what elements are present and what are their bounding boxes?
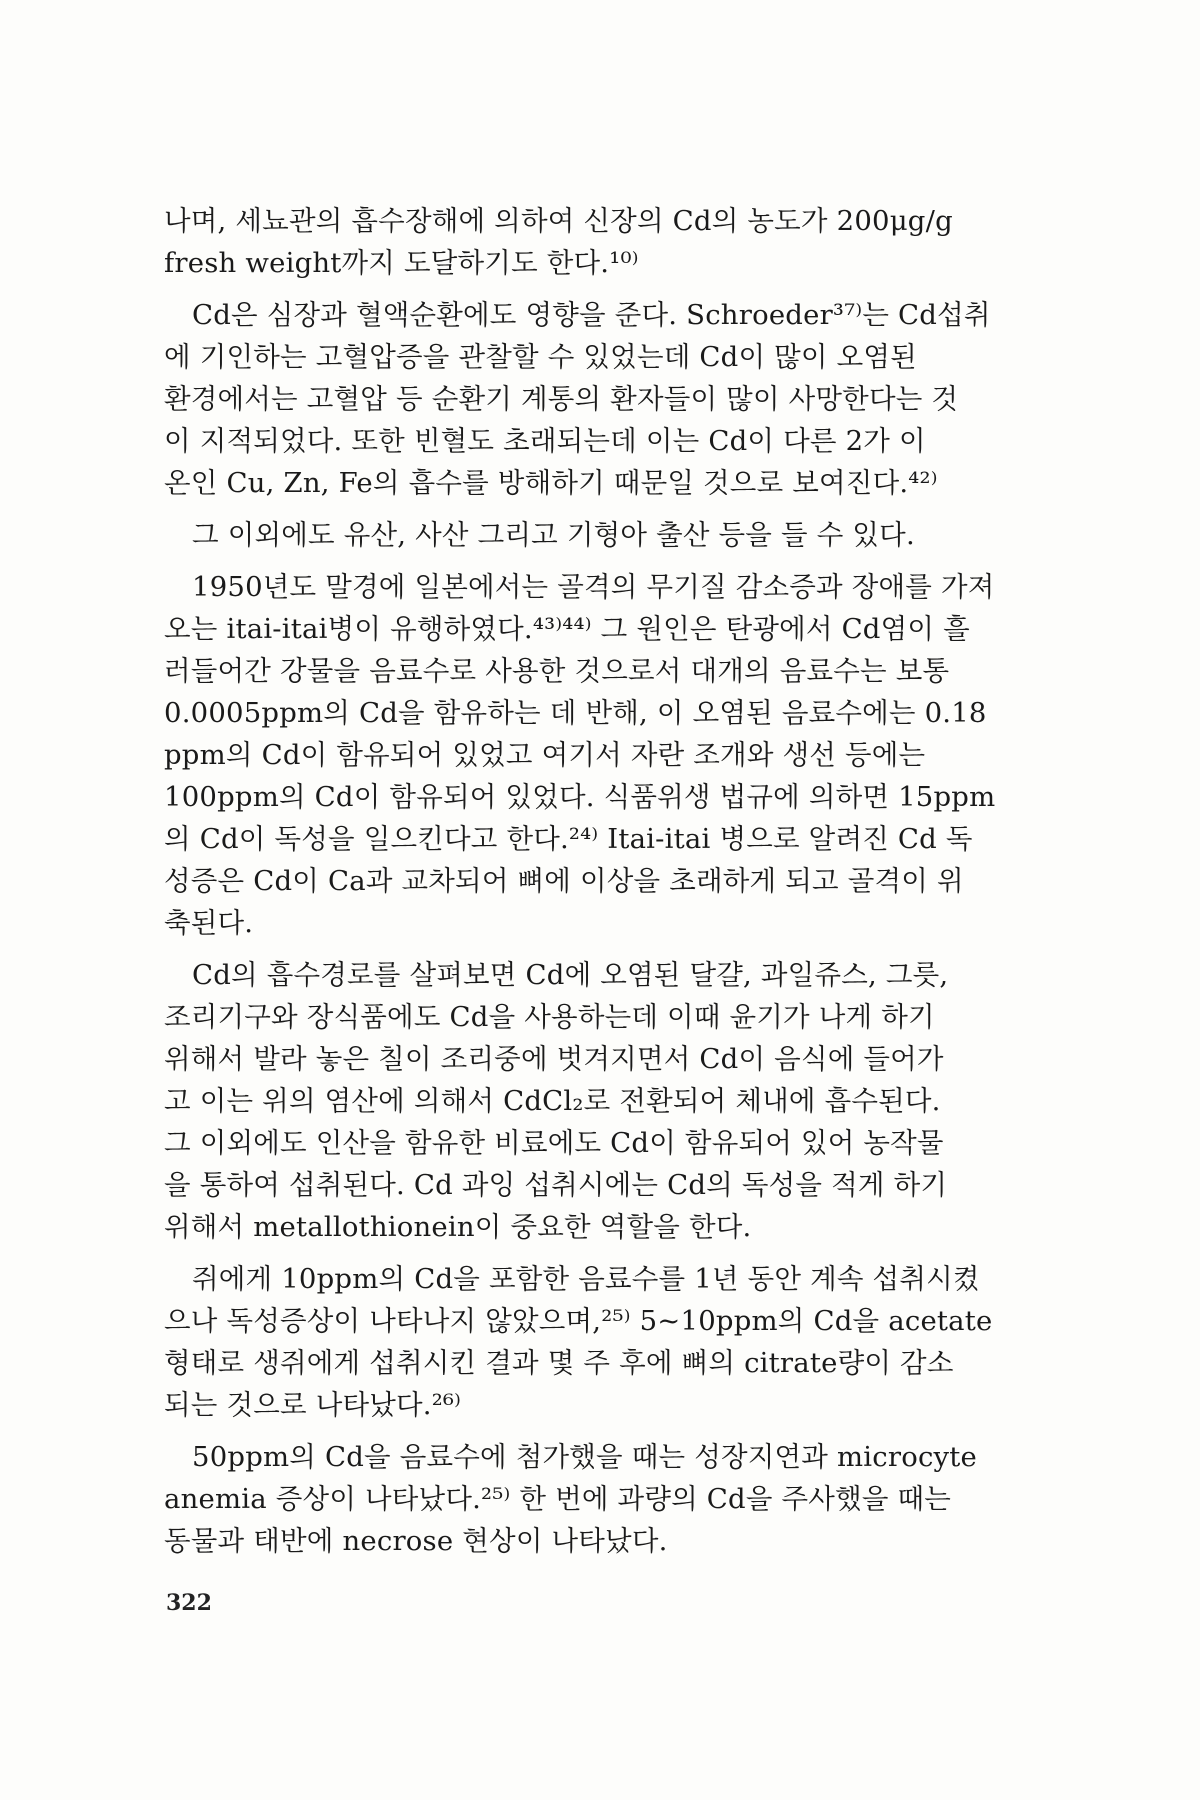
paragraph-5 [164, 954, 1064, 1248]
text-line: 러들어간 강물을 음료수로 사용한 것으로서 대개의 음료수는 보통 [164, 655, 950, 687]
text-line: 나며, 세뇨관의 흡수장해에 의하여 신장의 Cd의 농도가 200μg/g [164, 205, 953, 237]
paragraph-3 [164, 514, 1064, 556]
text-line: 고 이는 위의 염산에 의해서 CdCl₂로 전환되어 체내에 흡수된다. [164, 1085, 941, 1117]
page-number: 322 [166, 1590, 212, 1616]
paragraph-7 [164, 1436, 1064, 1562]
paragraph-4 [164, 566, 1064, 944]
text-line: 위해서 metallothionein이 중요한 역할을 한다. [164, 1211, 752, 1243]
text-line: 온인 Cu, Zn, Fe의 흡수를 방해하기 때문일 것으로 보여진다.⁴²⁾ [164, 467, 938, 499]
text-line: 50ppm의 Cd을 음료수에 첨가했을 때는 성장지연과 microcyte [192, 1441, 978, 1473]
text-line: 의 Cd이 독성을 일으킨다고 한다.²⁴⁾ Itai-itai 병으로 알려진 Cd 독 [164, 823, 973, 855]
text-line: Cd의 흡수경로를 살펴보면 Cd에 오염된 달걀, 과일쥬스, 그릇, [192, 959, 949, 991]
text-line: 그 이외에도 인산을 함유한 비료에도 Cd이 함유되어 있어 농작물 [164, 1127, 944, 1159]
text-line: 되는 것으로 나타났다.²⁶⁾ [164, 1389, 462, 1421]
text-line: 에 기인하는 고혈압증을 관찰할 수 있었는데 Cd이 많이 오염된 [164, 341, 917, 373]
text-line: anemia 증상이 나타났다.²⁵⁾ 한 번에 과량의 Cd을 주사했을 때는 [164, 1483, 952, 1515]
text-line: 형태로 생쥐에게 섭취시킨 결과 몇 주 후에 뼈의 citrate량이 감소 [164, 1347, 954, 1379]
paragraph-1 [164, 200, 1064, 284]
text-line: 이 지적되었다. 또한 빈혈도 초래되는데 이는 Cd이 다른 2가 이 [164, 425, 926, 457]
text-line: 을 통하여 섭취된다. Cd 과잉 섭취시에는 Cd의 독성을 적게 하기 [164, 1169, 948, 1201]
document-body [164, 200, 1064, 1562]
text-line: 쥐에게 10ppm의 Cd을 포함한 음료수를 1년 동안 계속 섭취시켰 [192, 1263, 980, 1295]
text-line: 축된다. [164, 907, 254, 939]
text-line: ppm의 Cd이 함유되어 있었고 여기서 자란 조개와 생선 등에는 [164, 739, 926, 771]
text-line: 그 이외에도 유산, 사산 그리고 기형아 출산 등을 들 수 있다. [192, 519, 915, 551]
text-line: 1950년도 말경에 일본에서는 골격의 무기질 감소증과 장애를 가져 [192, 571, 995, 603]
text-line: Cd은 심장과 혈액순환에도 영향을 준다. Schroeder³⁷⁾는 Cd섭취 [192, 299, 991, 331]
text-line: 으나 독성증상이 나타나지 않았으며,²⁵⁾ 5~10ppm의 Cd을 acetate [164, 1305, 993, 1337]
text-line: fresh weight까지 도달하기도 한다.¹⁰⁾ [164, 247, 639, 279]
text-line: 0.0005ppm의 Cd을 함유하는 데 반해, 이 오염된 음료수에는 0.18 [164, 697, 987, 729]
paragraph-2 [164, 294, 1064, 504]
text-line: 환경에서는 고혈압 등 순환기 계통의 환자들이 많이 사망한다는 것 [164, 383, 959, 415]
text-line: 위해서 발라 놓은 칠이 조리중에 벗겨지면서 Cd이 음식에 들어가 [164, 1043, 944, 1075]
text-line: 성증은 Cd이 Ca과 교차되어 뼈에 이상을 초래하게 되고 골격이 위 [164, 865, 964, 897]
text-line: 동물과 태반에 necrose 현상이 나타났다. [164, 1525, 668, 1557]
text-line: 오는 itai-itai병이 유행하였다.⁴³⁾⁴⁴⁾ 그 원인은 탄광에서 Cd염이 흘 [164, 613, 970, 645]
text-line: 조리기구와 장식품에도 Cd을 사용하는데 이때 윤기가 나게 하기 [164, 1001, 935, 1033]
paragraph-6 [164, 1258, 1064, 1426]
text-line: 100ppm의 Cd이 함유되어 있었다. 식품위생 법규에 의하면 15ppm [164, 781, 996, 813]
